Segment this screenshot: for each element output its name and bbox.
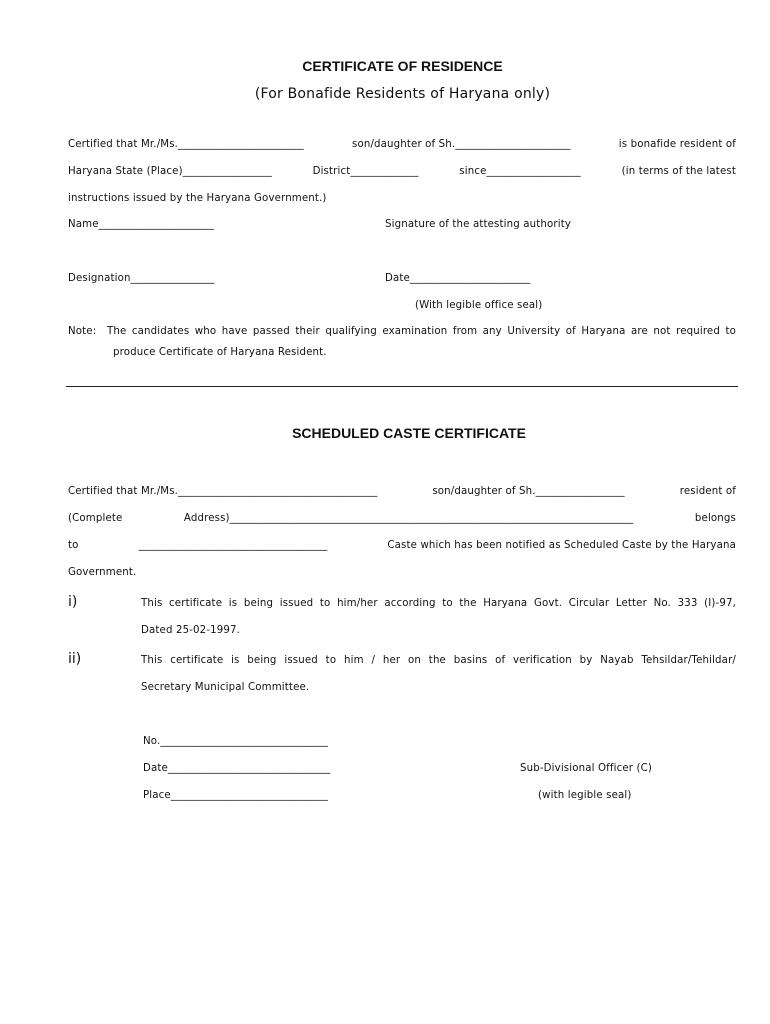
designation-field: Designation________________ — [68, 273, 215, 284]
caste-line-2-c: belongs — [694, 513, 736, 524]
caste-line-2-b: Address)_____________________________________________________________________________ — [183, 513, 634, 524]
place-field: Place______________________________ — [143, 790, 329, 801]
residence-line-2-c: since__________________ — [459, 166, 581, 177]
item-1-line-2: Dated 25-02-1997. — [141, 625, 241, 636]
residence-line-2-d: (in terms of the latest — [621, 166, 736, 177]
legible-seal-note: (with legible seal) — [538, 790, 632, 801]
residence-title: CERTIFICATE OF RESIDENCE — [302, 58, 503, 74]
item-2-numeral: ii) — [68, 651, 82, 667]
caste-title: SCHEDULED CASTE CERTIFICATE — [292, 425, 526, 441]
caste-line-3-c: Caste which has been notified as Scheduled Caste by the Haryana — [387, 540, 736, 551]
caste-line-1 — [68, 486, 736, 497]
item-1-numeral: i) — [68, 594, 78, 610]
caste-date-field: Date_______________________________ — [143, 763, 331, 774]
item-2-line-1: This certificate is being issued to him / her on the basins of verification by Nayab Tehsildar/Tehildar/ — [141, 655, 736, 666]
caste-line-2-a: (Complete — [68, 513, 123, 524]
residence-line-1 — [68, 139, 736, 150]
residence-subtitle: (For Bonafide Residents of Haryana only) — [254, 86, 551, 102]
caste-line-1-a: Certified that Mr./Ms.______________________________________ — [68, 486, 378, 497]
name-field: Name______________________ — [68, 219, 215, 230]
item-1-line-1: This certificate is being issued to him/her according to the Haryana Govt. Circular Letter No. 333 (I)-97, — [141, 598, 736, 609]
caste-line-1-b: son/daughter of Sh._________________ — [432, 486, 625, 497]
number-field: No.________________________________ — [143, 736, 329, 747]
residence-line-2 — [68, 166, 736, 177]
residence-line-1-c: is bonafide resident of — [618, 139, 736, 150]
officer-label: Sub-Divisional Officer (C) — [520, 763, 653, 774]
caste-line-3 — [68, 540, 736, 551]
caste-line-1-c: resident of — [679, 486, 736, 497]
residence-line-2-a: Haryana State (Place)_________________ — [68, 166, 272, 177]
office-seal-note: (With legible office seal) — [415, 300, 543, 311]
section-divider — [66, 386, 738, 387]
item-2-line-2: Secretary Municipal Committee. — [141, 682, 310, 693]
attesting-signature-label: Signature of the attesting authority — [385, 219, 572, 230]
caste-line-3-b: ____________________________________ — [138, 540, 328, 551]
caste-line-4: Government. — [68, 567, 137, 578]
residence-line-1-a: Certified that Mr./Ms.________________________ — [68, 139, 304, 150]
residence-line-2-b: District_____________ — [312, 166, 419, 177]
residence-line-1-b: son/daughter of Sh.______________________ — [352, 139, 571, 150]
residence-date-field: Date_______________________ — [385, 273, 531, 284]
residence-line-3: instructions issued by the Haryana Government.) — [68, 193, 327, 204]
caste-line-2 — [68, 513, 736, 524]
note-line-2: produce Certificate of Haryana Resident. — [113, 347, 327, 358]
caste-line-3-a: to — [68, 540, 79, 551]
note-line-1: The candidates who have passed their qualifying examination from any University of Haryana are not required to — [107, 326, 736, 337]
note-label: Note: — [68, 326, 97, 337]
